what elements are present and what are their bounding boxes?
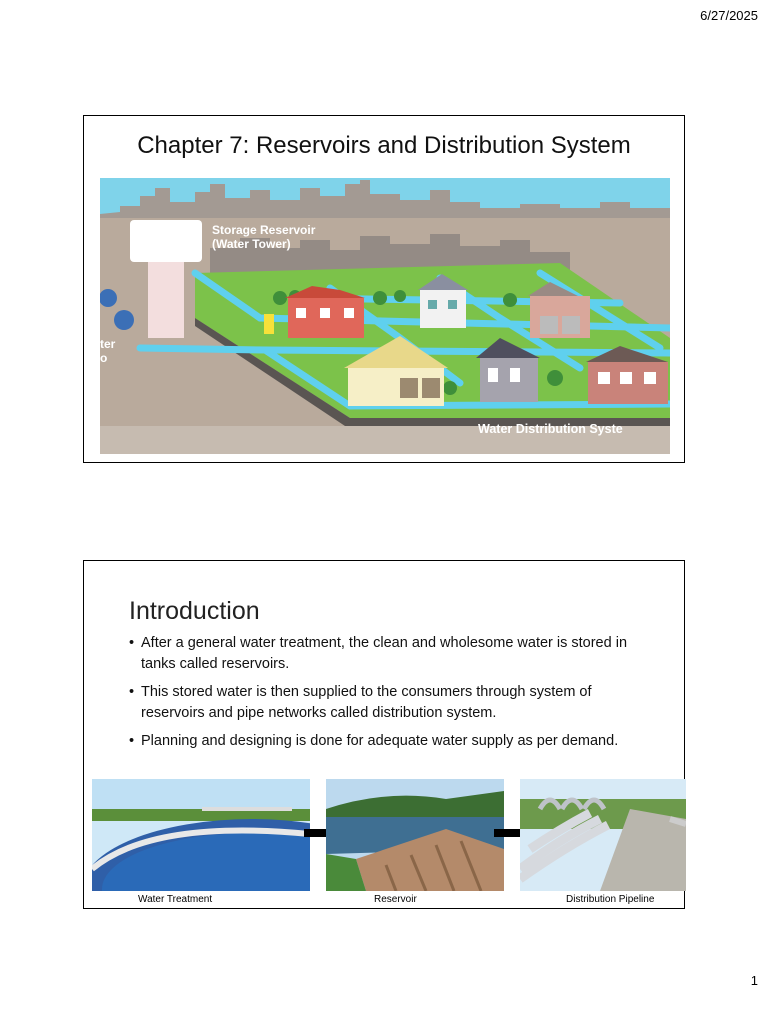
tower-label-line2: (Water Tower): [212, 237, 291, 251]
bullet-list: [129, 633, 659, 759]
left-label-1: ter: [100, 337, 116, 351]
bullet-item: • After a general water treatment, the clean and wholesome water is stored in tanks called reservoirs.: [129, 633, 659, 675]
page-number: 1: [750, 973, 758, 988]
tower-label-line1: Storage Reservoir: [212, 223, 316, 237]
caption-distribution-pipeline: Distribution Pipeline: [566, 894, 655, 905]
water-treatment-photo: [92, 779, 310, 891]
slide-title: Chapter 7: Reservoirs and Distribution System: [137, 132, 631, 159]
caption-reservoir: Reservoir: [374, 894, 417, 905]
slide-2: [83, 560, 685, 909]
reservoir-photo: [326, 779, 504, 891]
left-label-2: o: [100, 351, 108, 365]
distribution-pipeline-photo: [520, 779, 686, 891]
slide-title: Introduction: [129, 597, 260, 625]
page-date: 6/27/2025: [700, 8, 758, 23]
caption-water-treatment: Water Treatment: [138, 894, 213, 905]
bullet-item: • Planning and designing is done for adequate water supply as per demand.: [129, 731, 659, 752]
water-distribution-illustration: [100, 178, 670, 454]
slide-1: [83, 115, 685, 463]
distribution-label: Water Distribution Syste: [478, 422, 623, 436]
bullet-item: • This stored water is then supplied to the consumers through system of reservoirs and pipe networks called distribution system.: [129, 682, 659, 724]
